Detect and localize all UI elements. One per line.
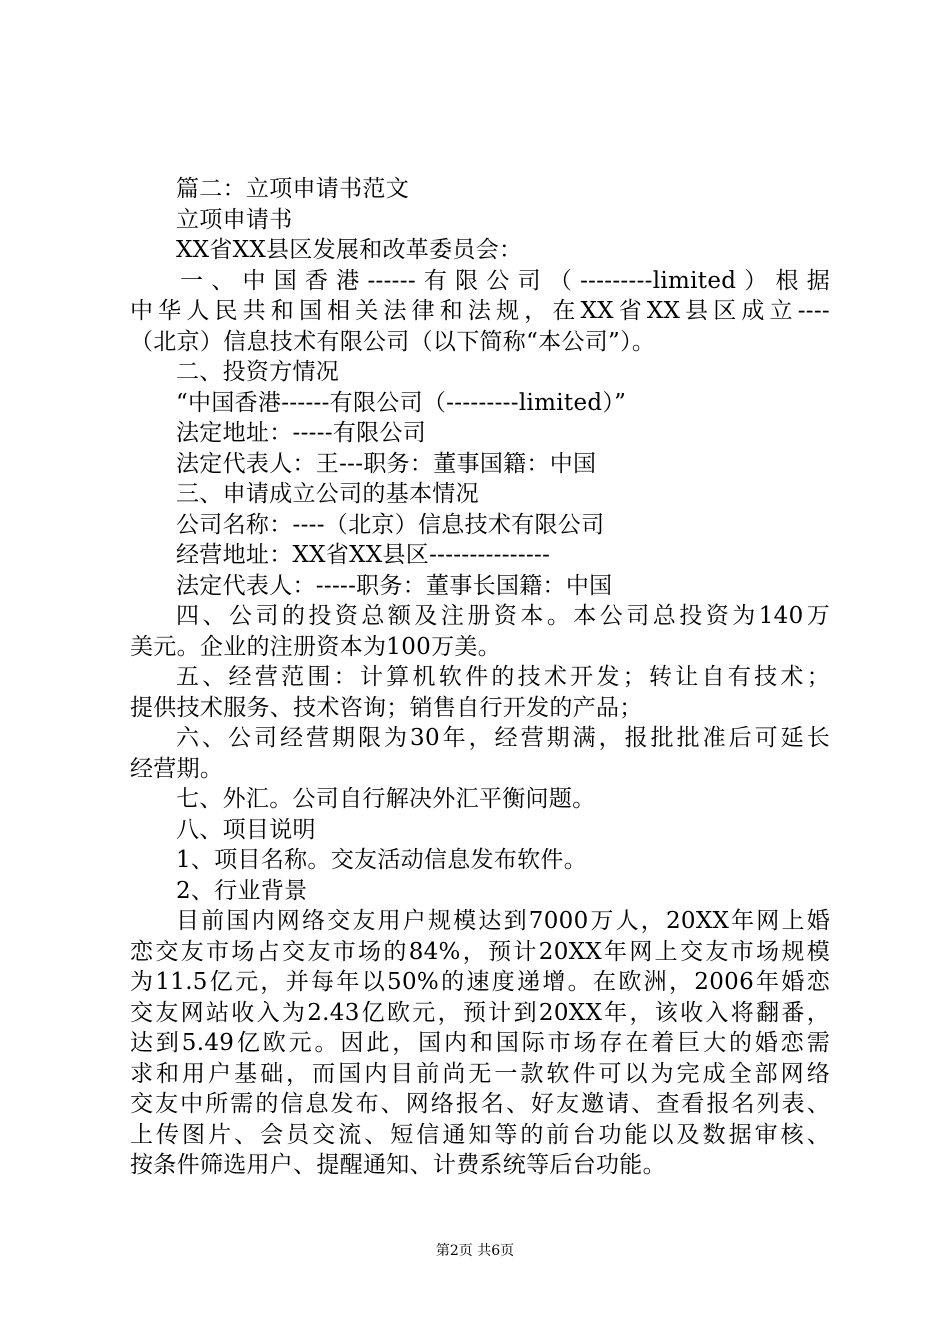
document-line: 美元。企业的注册资本为100万美。 [130,633,501,660]
document-line: 五、经营范围：计算机软件的技术开发；转让自有技术； [176,664,830,690]
document-line: 四、公司的投资总额及注册资本。本公司总投资为140万 [176,603,830,629]
document-line: 二、投资方情况 [176,359,340,385]
document-line: 六、公司经营期限为30年，经营期满，报批批准后可延长 [176,725,830,751]
document-line: 求和用户基础，而国内目前尚无一款软件可以为完成全部网络 [130,1060,830,1087]
document-line: 立项申请书 [176,206,293,233]
document-line: 篇二：立项申请书范文 [176,176,409,202]
document-line: 经营地址：XX省XX县区--------------- [176,542,551,568]
document-line: 一、中国香港------有限公司（---------limited）根据 [180,267,830,294]
document-line: （北京）信息技术有限公司（以下简称“本公司”）。 [130,328,656,355]
document-line: 法定代表人：王---职务：董事国籍：中国 [176,450,597,477]
document-line: “中国香港------有限公司（---------limited）” [176,389,627,416]
document-line: 上传图片、会员交流、短信通知等的前台功能以及数据审核、 [130,1121,830,1148]
document-line: 八、项目说明 [176,816,316,843]
document-line: 达到5.49亿欧元。因此，国内和国际市场存在着巨大的婚恋需 [130,1030,830,1056]
document-line: XX省XX县区发展和改革委员会： [176,237,523,263]
document-line: 恋交友市场占交友市场的84%，预计20XX年网上交友市场规模 [130,938,830,965]
document-line: 目前国内网络交友用户规模达到7000万人，20XX年网上婚 [176,908,830,934]
document-line: 经营期。 [130,755,224,782]
document-line: 交友中所需的信息发布、网络报名、好友邀请、查看报名列表、 [130,1091,830,1117]
document-line: 法定代表人：-----职务：董事长国籍：中国 [176,572,613,599]
document-body [130,174,830,1181]
page-footer: 第2页 共6页 [435,1243,515,1259]
document-line: 按条件筛选用户、提醒通知、计费系统等后台功能。 [130,1152,666,1178]
document-line: 提供技术服务、技术咨询；销售自行开发的产品； [130,694,643,721]
document-line: 1、项目名称。交友活动信息发布软件。 [176,847,588,873]
document-line: 交友网站收入为2.43亿欧元，预计到20XX年，该收入将翻番， [130,999,830,1026]
document-line: 为11.5亿元，并每年以50%的速度递增。在欧洲，2006年婚恋 [130,969,830,995]
document-line: 中华人民共和国相关法律和法规，在XX省XX县区成立---- [130,298,830,324]
document-line: 法定地址：-----有限公司 [176,420,427,446]
document-line: 2、行业背景 [176,877,308,904]
document-line: 七、外汇。公司自行解决外汇平衡问题。 [176,786,596,812]
document-line: 三、申请成立公司的基本情况 [176,481,479,507]
document-line: 公司名称：----（北京）信息技术有限公司 [176,511,605,538]
